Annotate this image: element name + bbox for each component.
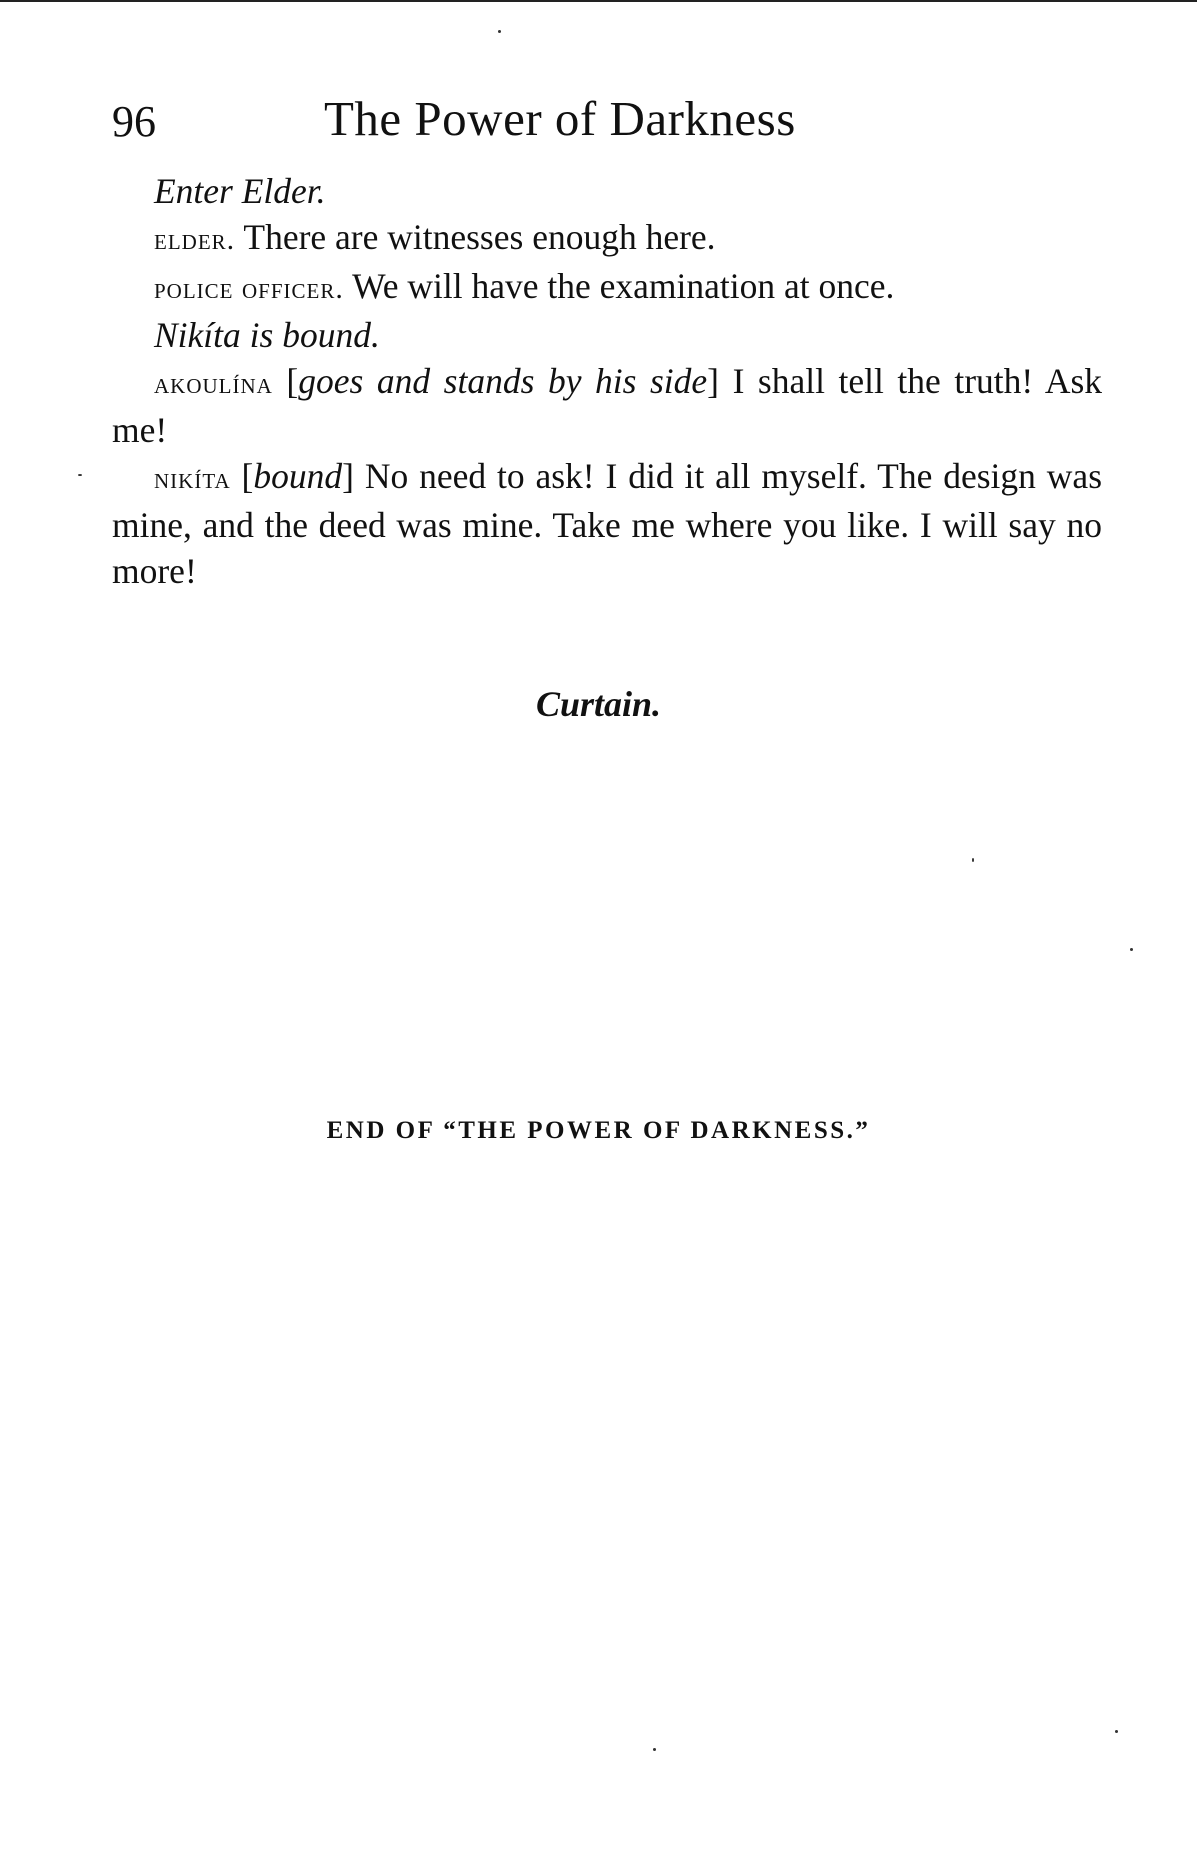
stage-direction-enter: Enter Elder. xyxy=(154,171,326,211)
line-akoulina: I shall tell the truth! Ask me! xyxy=(112,361,1103,450)
speech-akoulina xyxy=(112,358,1102,453)
direction-akoulina xyxy=(286,361,719,401)
bracket-open: [ xyxy=(286,361,299,401)
play-text xyxy=(112,168,1102,594)
line-nikita: No need to ask! I did it all myself. The design was mine, and the deed was mine. Take me where you like. I will say no more! xyxy=(112,456,1103,591)
direction-text-akoulina: goes and stands by his side xyxy=(298,361,708,401)
top-rule xyxy=(0,0,1197,2)
speaker-police-officer: police officer. xyxy=(154,272,344,305)
direction-nikita xyxy=(242,456,354,496)
speaker-nikita: nikíta xyxy=(154,462,231,495)
speaker-akoulina: akoulína xyxy=(154,367,273,400)
page-number: 96 xyxy=(112,97,156,146)
speaker-elder: elder. xyxy=(154,223,236,256)
curtain-direction: Curtain. xyxy=(535,684,662,724)
scan-speck xyxy=(498,30,501,33)
scan-speck xyxy=(78,474,82,476)
bracket-close: ] xyxy=(707,361,719,401)
speech-police-officer xyxy=(112,263,1102,312)
scan-speck xyxy=(1115,1730,1118,1733)
bracket-close: ] xyxy=(342,456,354,496)
speech-nikita xyxy=(112,453,1102,594)
bracket-open: [ xyxy=(241,456,254,496)
scan-speck xyxy=(1130,948,1133,951)
stage-direction-bound: Nikíta is bound. xyxy=(154,315,380,355)
end-of-play-line: END OF “THE POWER OF DARKNESS.” xyxy=(326,1117,871,1144)
scan-speck xyxy=(972,858,974,862)
line-police-officer: We will have the examination at once. xyxy=(352,266,895,306)
page-header xyxy=(112,90,1112,160)
running-title: The Power of Darkness xyxy=(324,91,796,146)
direction-text-nikita: bound xyxy=(253,456,343,496)
speech-elder xyxy=(112,214,1102,263)
scan-speck xyxy=(653,1748,656,1751)
line-elder: There are witnesses enough here. xyxy=(243,217,716,257)
